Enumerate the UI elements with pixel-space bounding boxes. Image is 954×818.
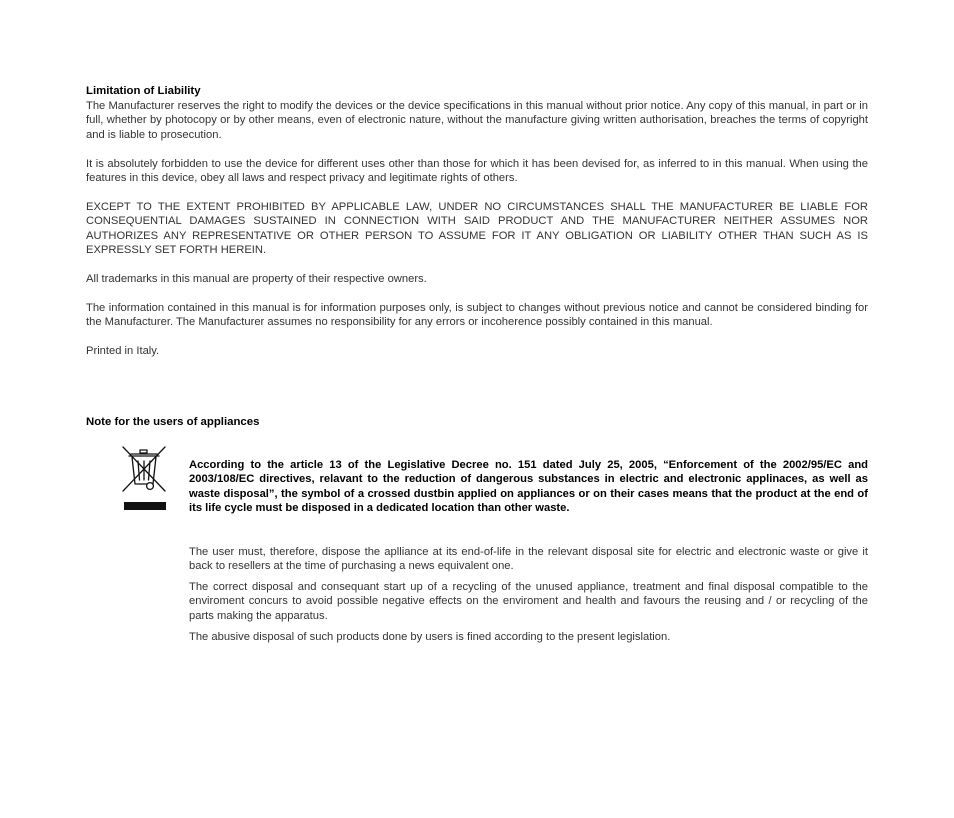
limitation-paragraph: All trademarks in this manual are property of their respective owners. bbox=[86, 273, 427, 286]
note-title: Note for the users of appliances bbox=[86, 416, 260, 428]
note-bold-paragraph: According to the article 13 of the Legislative Decree no. 151 dated July 25, 2005, “Enforcement of the 2002/95/EC and 2003/108/EC directives, relavant to the reduction of dangerous substances in electric and electronic applinaces, as well as waste disposal”, the symbol of a crossed dustbin applied on appliances or on their cases means that the product at the end of its life cycle must be disposed in a dedicated location than other waste. bbox=[189, 459, 868, 515]
limitation-paragraph: It is absolutely forbidden to use the device for different uses other than those for which it has been devised for, as inferred to in this manual. When using the features in this device, obey all laws and respect privacy and legitimate rights of others. bbox=[86, 157, 868, 185]
limitation-paragraph: The Manufacturer reserves the right to modify the devices or the device specifications in this manual without prior notice. Any copy of this manual, in part or in full, whether by photocopy or by other means, even of electronic nature, without the manufacture giving written authorisation, breaches the terms of copyright and is liable to prosecution. bbox=[86, 100, 868, 141]
note-paragraph: The correct disposal and consequant start up of a recycling of the unused appliance, treatment and final disposal compatible to the enviroment concurs to avoid possible negative effects on the enviroment and health and favours the reusing and / or recycling of the parts making the apparatus. bbox=[189, 580, 868, 622]
note-paragraph: The user must, therefore, dispose the aplliance at its end-of-life in the relevant disposal site for electric and electronic waste or give it back to resellers at the time of purchasing a news equivalent one. bbox=[189, 545, 868, 573]
limitation-body bbox=[86, 99, 868, 359]
note-body bbox=[189, 458, 868, 644]
limitation-title: Limitation of Liability bbox=[86, 85, 201, 97]
note-paragraph: The abusive disposal of such products done by users is fined according to the present legislation. bbox=[189, 630, 671, 643]
crossed-out-wheelie-bin-icon bbox=[120, 444, 168, 514]
limitation-paragraph: The information contained in this manual is for information purposes only, is subject to changes without previous notice and cannot be considered binding for the Manufacturer. The Manufacturer assumes no responsibility for any errors or incoherence possibly contained in this manual. bbox=[86, 302, 868, 329]
limitation-paragraph: EXCEPT TO THE EXTENT PROHIBITED BY APPLICABLE LAW, UNDER NO CIRCUMSTANCES SHALL THE MANUFACTURER BE LIABLE FOR CONSEQUENTIAL DAMAGES SUSTAINED IN CONNECTION WITH SAID PRODUCT AND THE MANUFACTURER NEITHER ASSUMES NOR AUTHORIZES ANY REPRESENTATIVE OR OTHER PERSON TO ASSUME FOR IT ANY OBLIGATION OR LIABILITY OTHER THAN SUCH AS IS EXPRESSLY SET FORTH HEREIN. bbox=[86, 201, 868, 257]
limitation-paragraph: Printed in Italy. bbox=[86, 345, 160, 358]
